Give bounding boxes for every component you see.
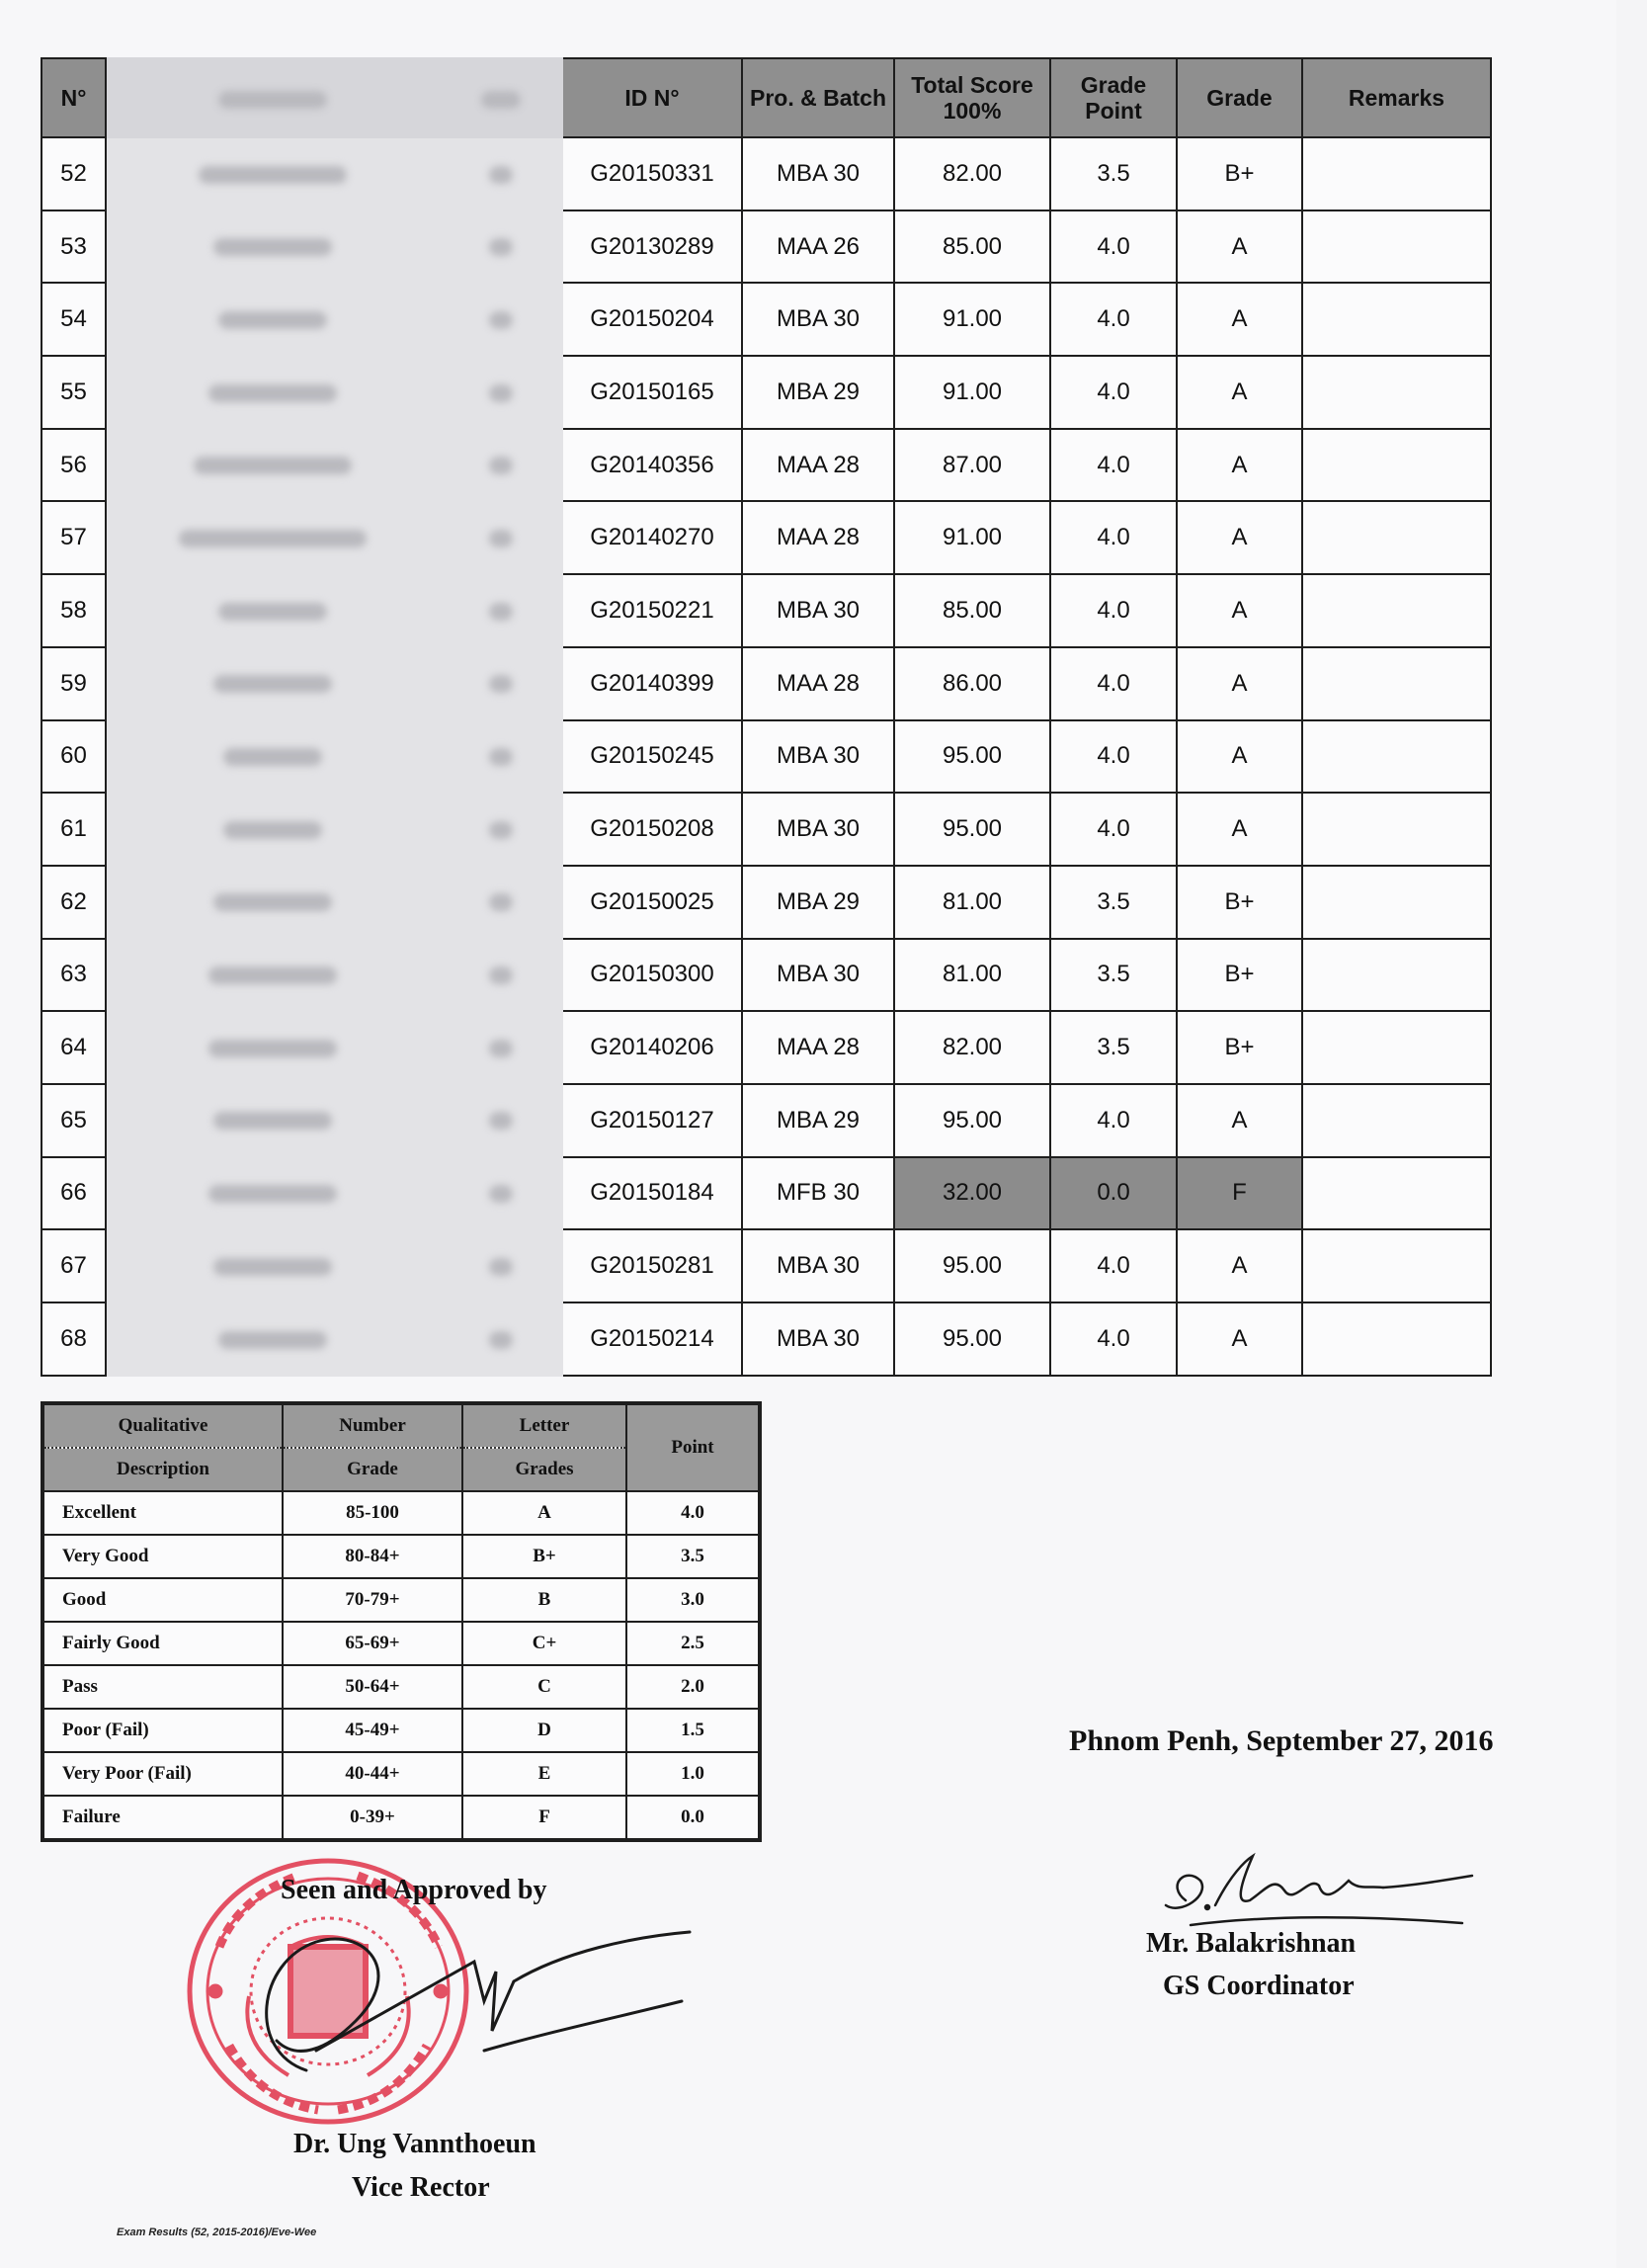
results-header-row — [41, 58, 1491, 137]
remarks — [1302, 1302, 1491, 1376]
program-batch: MBA 30 — [742, 720, 894, 794]
grade-point: 4.0 — [1050, 793, 1177, 866]
redaction-blur — [213, 238, 332, 256]
remarks — [1302, 501, 1491, 574]
redaction-blur — [194, 457, 352, 474]
header-name-redacted — [106, 58, 440, 137]
letter-grade: A — [1177, 1229, 1302, 1302]
row-number: 58 — [41, 574, 106, 647]
legend-header-letter: Letter — [462, 1403, 626, 1448]
grade-point: 4.0 — [1050, 1084, 1177, 1157]
grade-letter: B — [462, 1578, 626, 1622]
remarks — [1302, 647, 1491, 720]
program-batch: MBA 30 — [742, 1302, 894, 1376]
row-number: 63 — [41, 939, 106, 1012]
legend-row — [42, 1665, 760, 1709]
student-id: G20150221 — [562, 574, 742, 647]
program-batch: MBA 29 — [742, 356, 894, 429]
legend-row — [42, 1796, 760, 1840]
remarks — [1302, 1229, 1491, 1302]
header-sex-redacted — [440, 58, 562, 137]
grade-description: Pass — [42, 1665, 283, 1709]
student-id: G20150127 — [562, 1084, 742, 1157]
name-redacted — [106, 1229, 440, 1302]
grade-description: Failure — [42, 1796, 283, 1840]
total-score: 95.00 — [894, 793, 1050, 866]
name-redacted — [106, 866, 440, 939]
letter-grade: A — [1177, 210, 1302, 284]
grade-point: 4.0 — [1050, 574, 1177, 647]
program-batch: MBA 30 — [742, 939, 894, 1012]
student-id: G20150208 — [562, 793, 742, 866]
remarks — [1302, 210, 1491, 284]
letter-grade: A — [1177, 283, 1302, 356]
letter-grade: B+ — [1177, 866, 1302, 939]
row-number: 53 — [41, 210, 106, 284]
legend-row — [42, 1752, 760, 1796]
program-batch: MAA 28 — [742, 1011, 894, 1084]
row-number: 52 — [41, 137, 106, 210]
redaction-blur — [218, 311, 327, 329]
sex-redacted — [440, 501, 562, 574]
redaction-blur — [213, 1112, 332, 1130]
grade-letter: A — [462, 1491, 626, 1535]
student-id: G20150165 — [562, 356, 742, 429]
redaction-blur — [489, 1258, 513, 1276]
total-score: 32.00 — [894, 1157, 1050, 1230]
redaction-blur — [489, 166, 513, 184]
student-id: G20150300 — [562, 939, 742, 1012]
row-number: 59 — [41, 647, 106, 720]
row-number: 66 — [41, 1157, 106, 1230]
redaction-blur — [489, 1112, 513, 1130]
grade-description: Excellent — [42, 1491, 283, 1535]
sex-redacted — [440, 137, 562, 210]
grade-letter: E — [462, 1752, 626, 1796]
redaction-blur — [489, 384, 513, 402]
name-redacted — [106, 793, 440, 866]
vice-rector-title: Vice Rector — [352, 2172, 490, 2203]
program-batch: MBA 29 — [742, 1084, 894, 1157]
legend-header-qualitative: Qualitative — [42, 1403, 283, 1448]
header-grade-point: Grade Point — [1050, 58, 1177, 137]
row-number: 60 — [41, 720, 106, 794]
redaction-blur — [489, 1331, 513, 1349]
program-batch: MAA 28 — [742, 647, 894, 720]
total-score: 82.00 — [894, 1011, 1050, 1084]
student-id: G20150214 — [562, 1302, 742, 1376]
student-id: G20150025 — [562, 866, 742, 939]
header-id: ID N° — [562, 58, 742, 137]
grade-point: 4.0 — [1050, 501, 1177, 574]
redaction-blur — [208, 1040, 337, 1057]
header-total-score: Total Score 100% — [894, 58, 1050, 137]
grade-point: 4.0 — [1050, 356, 1177, 429]
student-id: G20140270 — [562, 501, 742, 574]
legend-row — [42, 1535, 760, 1578]
grade-description: Poor (Fail) — [42, 1709, 283, 1752]
total-score: 95.00 — [894, 1229, 1050, 1302]
redaction-blur — [179, 530, 367, 547]
row-number: 65 — [41, 1084, 106, 1157]
redaction-blur — [199, 166, 347, 184]
redaction-blur — [489, 1185, 513, 1203]
redaction-blur — [218, 603, 327, 621]
grade-letter: F — [462, 1796, 626, 1840]
remarks — [1302, 1011, 1491, 1084]
letter-grade: F — [1177, 1157, 1302, 1230]
grade-point-value: 0.0 — [626, 1796, 760, 1840]
table-row — [41, 210, 1491, 284]
table-row — [41, 1157, 1491, 1230]
row-number: 57 — [41, 501, 106, 574]
student-id: G20140399 — [562, 647, 742, 720]
redaction-blur — [213, 893, 332, 911]
name-redacted — [106, 1011, 440, 1084]
legend-header-grade: Grade — [283, 1448, 462, 1491]
legend-body — [42, 1491, 760, 1840]
redaction-blur — [223, 748, 322, 766]
letter-grade: A — [1177, 356, 1302, 429]
student-id: G20140356 — [562, 429, 742, 502]
redaction-blur — [489, 1040, 513, 1057]
grade-range: 50-64+ — [283, 1665, 462, 1709]
total-score: 91.00 — [894, 283, 1050, 356]
grade-point-value: 4.0 — [626, 1491, 760, 1535]
name-redacted — [106, 720, 440, 794]
redaction-blur — [213, 1258, 332, 1276]
grade-range: 45-49+ — [283, 1709, 462, 1752]
coordinator-name: Mr. Balakrishnan — [1146, 1928, 1357, 1959]
redaction-blur — [213, 675, 332, 693]
document-footnote: Exam Results (52, 2015-2016)/Eve-Wee — [117, 2226, 317, 2238]
name-redacted — [106, 501, 440, 574]
name-redacted — [106, 356, 440, 429]
row-number: 61 — [41, 793, 106, 866]
letter-grade: A — [1177, 429, 1302, 502]
program-batch: MBA 30 — [742, 574, 894, 647]
grade-range: 70-79+ — [283, 1578, 462, 1622]
student-id: G20150184 — [562, 1157, 742, 1230]
grade-point: 3.5 — [1050, 1011, 1177, 1084]
header-program-batch: Pro. & Batch — [742, 58, 894, 137]
grade-letter: B+ — [462, 1535, 626, 1578]
total-score: 95.00 — [894, 720, 1050, 794]
legend-header-number: Number — [283, 1403, 462, 1448]
grade-letter: C+ — [462, 1622, 626, 1665]
letter-grade: A — [1177, 720, 1302, 794]
sex-redacted — [440, 647, 562, 720]
name-redacted — [106, 574, 440, 647]
table-row — [41, 647, 1491, 720]
grade-point: 4.0 — [1050, 283, 1177, 356]
table-row — [41, 1302, 1491, 1376]
sex-redacted — [440, 1229, 562, 1302]
sex-redacted — [440, 720, 562, 794]
letter-grade: A — [1177, 574, 1302, 647]
header-no: N° — [41, 58, 106, 137]
row-number: 56 — [41, 429, 106, 502]
grade-range: 65-69+ — [283, 1622, 462, 1665]
program-batch: MAA 28 — [742, 501, 894, 574]
total-score: 85.00 — [894, 574, 1050, 647]
grade-point: 3.5 — [1050, 137, 1177, 210]
grade-point-value: 1.5 — [626, 1709, 760, 1752]
grade-range: 40-44+ — [283, 1752, 462, 1796]
grade-letter: D — [462, 1709, 626, 1752]
redaction-blur — [489, 238, 513, 256]
table-row — [41, 1229, 1491, 1302]
legend-header-row-top — [42, 1403, 760, 1448]
redaction-blur — [489, 603, 513, 621]
program-batch: MBA 29 — [742, 866, 894, 939]
name-redacted — [106, 1302, 440, 1376]
redaction-blur — [208, 1185, 337, 1203]
name-redacted — [106, 1084, 440, 1157]
grade-point: 3.5 — [1050, 939, 1177, 1012]
remarks — [1302, 429, 1491, 502]
results-table — [41, 57, 1492, 1377]
grade-description: Good — [42, 1578, 283, 1622]
sex-redacted — [440, 1084, 562, 1157]
program-batch: MBA 30 — [742, 283, 894, 356]
remarks — [1302, 1084, 1491, 1157]
redaction-blur — [489, 893, 513, 911]
grade-point-value: 3.0 — [626, 1578, 760, 1622]
name-redacted — [106, 939, 440, 1012]
redaction-blur — [218, 1331, 327, 1349]
total-score: 81.00 — [894, 939, 1050, 1012]
letter-grade: A — [1177, 501, 1302, 574]
program-batch: MAA 28 — [742, 429, 894, 502]
results-body — [41, 137, 1491, 1376]
student-id: G20150204 — [562, 283, 742, 356]
grade-point: 0.0 — [1050, 1157, 1177, 1230]
redaction-blur — [208, 384, 337, 402]
redaction-blur — [489, 675, 513, 693]
grading-scale-table — [41, 1401, 762, 1842]
row-number: 55 — [41, 356, 106, 429]
remarks — [1302, 1157, 1491, 1230]
sex-redacted — [440, 574, 562, 647]
table-row — [41, 793, 1491, 866]
name-redacted — [106, 1157, 440, 1230]
grade-point-value: 1.0 — [626, 1752, 760, 1796]
place-and-date: Phnom Penh, September 27, 2016 — [1069, 1724, 1494, 1757]
sex-redacted — [440, 356, 562, 429]
redaction-blur — [489, 748, 513, 766]
total-score: 87.00 — [894, 429, 1050, 502]
redaction-blur — [489, 457, 513, 474]
remarks — [1302, 574, 1491, 647]
table-row — [41, 356, 1491, 429]
remarks — [1302, 793, 1491, 866]
student-id: G20140206 — [562, 1011, 742, 1084]
letter-grade: A — [1177, 793, 1302, 866]
program-batch: MBA 30 — [742, 137, 894, 210]
grade-point: 4.0 — [1050, 1229, 1177, 1302]
header-remarks: Remarks — [1302, 58, 1491, 137]
remarks — [1302, 356, 1491, 429]
coordinator-title: GS Coordinator — [1163, 1971, 1355, 2001]
letter-grade: A — [1177, 647, 1302, 720]
legend-row — [42, 1491, 760, 1535]
letter-grade: B+ — [1177, 1011, 1302, 1084]
table-row — [41, 501, 1491, 574]
grade-description: Fairly Good — [42, 1622, 283, 1665]
total-score: 82.00 — [894, 137, 1050, 210]
sex-redacted — [440, 866, 562, 939]
table-row — [41, 137, 1491, 210]
table-row — [41, 720, 1491, 794]
grade-point: 4.0 — [1050, 429, 1177, 502]
remarks — [1302, 720, 1491, 794]
total-score: 95.00 — [894, 1302, 1050, 1376]
table-row — [41, 1084, 1491, 1157]
grade-point-value: 2.5 — [626, 1622, 760, 1665]
grade-range: 85-100 — [283, 1491, 462, 1535]
redaction-blur — [223, 821, 322, 839]
letter-grade: B+ — [1177, 137, 1302, 210]
redaction-blur — [489, 530, 513, 547]
table-row — [41, 866, 1491, 939]
table-row — [41, 574, 1491, 647]
grade-point-value: 3.5 — [626, 1535, 760, 1578]
grade-range: 80-84+ — [283, 1535, 462, 1578]
grade-point: 4.0 — [1050, 1302, 1177, 1376]
legend-header-grades: Grades — [462, 1448, 626, 1491]
program-batch: MFB 30 — [742, 1157, 894, 1230]
grade-point: 4.0 — [1050, 210, 1177, 284]
table-row — [41, 283, 1491, 356]
remarks — [1302, 137, 1491, 210]
vice-rector-signature-icon — [237, 1902, 701, 2100]
row-number: 64 — [41, 1011, 106, 1084]
header-grade: Grade — [1177, 58, 1302, 137]
remarks — [1302, 866, 1491, 939]
student-id: G20150245 — [562, 720, 742, 794]
redaction-blur — [489, 966, 513, 984]
name-redacted — [106, 210, 440, 284]
row-number: 54 — [41, 283, 106, 356]
sex-redacted — [440, 1302, 562, 1376]
total-score: 86.00 — [894, 647, 1050, 720]
letter-grade: A — [1177, 1084, 1302, 1157]
coordinator-signature-icon — [1146, 1846, 1482, 1935]
table-row — [41, 429, 1491, 502]
table-row — [41, 1011, 1491, 1084]
sex-redacted — [440, 939, 562, 1012]
legend-header-description: Description — [42, 1448, 283, 1491]
name-redacted — [106, 283, 440, 356]
table-row — [41, 939, 1491, 1012]
name-redacted — [106, 647, 440, 720]
letter-grade: A — [1177, 1302, 1302, 1376]
redaction-blur — [489, 821, 513, 839]
total-score: 91.00 — [894, 356, 1050, 429]
sex-redacted — [440, 429, 562, 502]
name-redacted — [106, 429, 440, 502]
remarks — [1302, 939, 1491, 1012]
legend-row — [42, 1578, 760, 1622]
program-batch: MBA 30 — [742, 793, 894, 866]
program-batch: MBA 30 — [742, 1229, 894, 1302]
grade-description: Very Good — [42, 1535, 283, 1578]
redaction-blur — [208, 966, 337, 984]
total-score: 85.00 — [894, 210, 1050, 284]
grade-point-value: 2.0 — [626, 1665, 760, 1709]
approval-label: Seen and Approved by — [281, 1875, 547, 1905]
total-score: 81.00 — [894, 866, 1050, 939]
redaction-blur — [489, 311, 513, 329]
letter-grade: B+ — [1177, 939, 1302, 1012]
sex-redacted — [440, 210, 562, 284]
grade-letter: C — [462, 1665, 626, 1709]
grade-point: 4.0 — [1050, 647, 1177, 720]
remarks — [1302, 283, 1491, 356]
grade-point: 4.0 — [1050, 720, 1177, 794]
sex-redacted — [440, 1157, 562, 1230]
student-id: G20150331 — [562, 137, 742, 210]
sex-redacted — [440, 1011, 562, 1084]
grade-range: 0-39+ — [283, 1796, 462, 1840]
sex-redacted — [440, 283, 562, 356]
vice-rector-name: Dr. Ung Vannthoeun — [293, 2129, 536, 2159]
sex-redacted — [440, 793, 562, 866]
total-score: 91.00 — [894, 501, 1050, 574]
student-id: G20130289 — [562, 210, 742, 284]
legend-row — [42, 1622, 760, 1665]
grade-point: 3.5 — [1050, 866, 1177, 939]
name-redacted — [106, 137, 440, 210]
legend-header-point: Point — [626, 1403, 760, 1491]
row-number: 67 — [41, 1229, 106, 1302]
student-id: G20150281 — [562, 1229, 742, 1302]
row-number: 62 — [41, 866, 106, 939]
grade-description: Very Poor (Fail) — [42, 1752, 283, 1796]
legend-row — [42, 1709, 760, 1752]
total-score: 95.00 — [894, 1084, 1050, 1157]
row-number: 68 — [41, 1302, 106, 1376]
program-batch: MAA 26 — [742, 210, 894, 284]
